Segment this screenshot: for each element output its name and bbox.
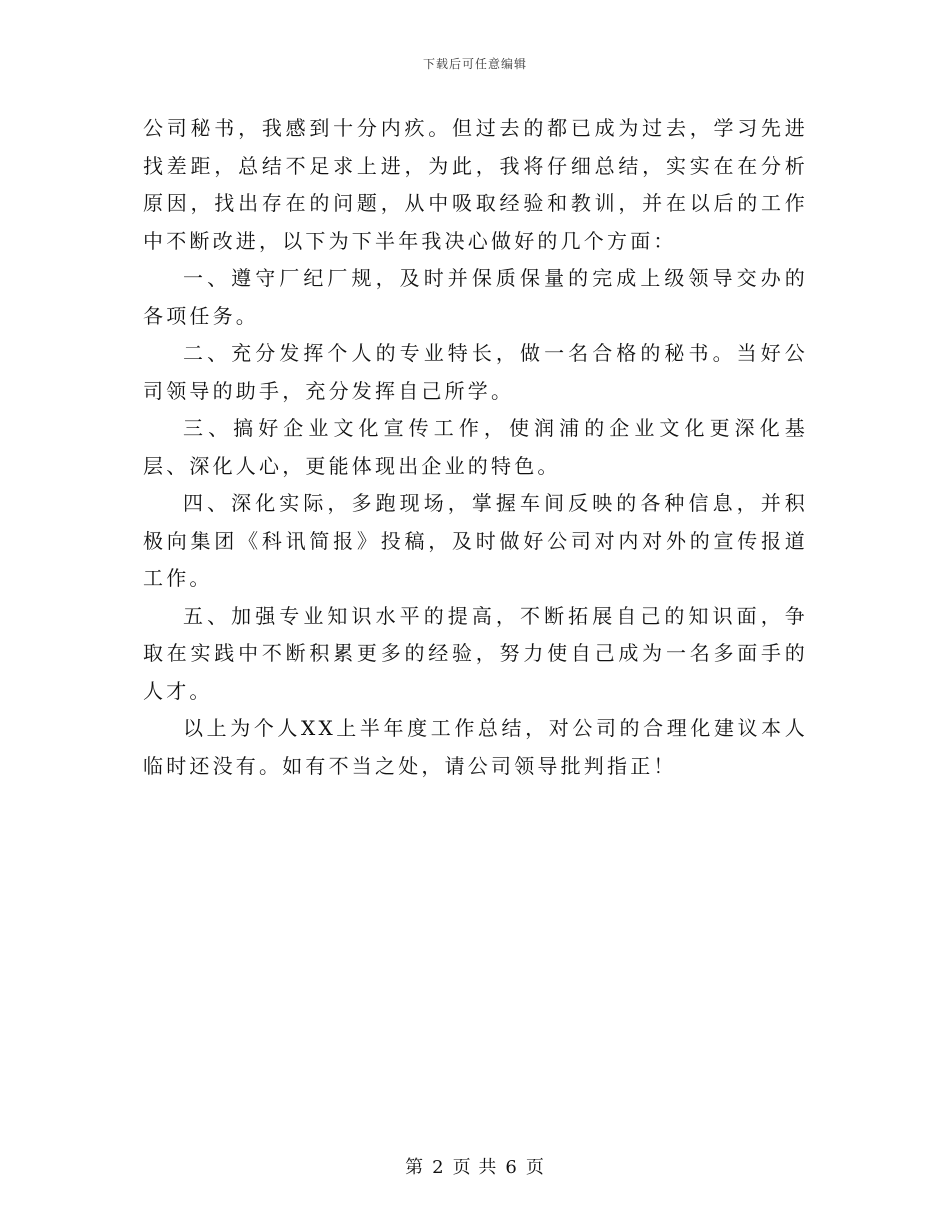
page-number: 2 xyxy=(432,1157,445,1178)
paragraph-item-3: 三、搞好企业文化宣传工作，使润浦的企业文化更深化基层、深化人心，更能体现出企业的特色。 xyxy=(143,416,808,478)
paragraph-item-5: 五、加强专业知识水平的提高，不断拓展自己的知识面，争取在实践中不断积累更多的经验，努力使自己成为一名多面手的人才。 xyxy=(143,603,808,703)
paragraph-item-4: 四、深化实际，多跑现场，掌握车间反映的各种信息，并积极向集团《科讯简报》投稿，及时做好公司对内对外的宣传报道工作。 xyxy=(143,491,808,590)
paragraph-conclusion: 以上为个人XX上半年度工作总结，对公司的合理化建议本人临时还没有。如有不当之处，请公司领导批判指正！ xyxy=(143,716,808,778)
paragraph-item-2: 二、充分发挥个人的专业特长，做一名合格的秘书。当好公司领导的助手，充分发挥自己所学。 xyxy=(143,341,808,403)
page-mid: 页 共 xyxy=(452,1157,498,1178)
page-header: 下载后可任意编辑 xyxy=(422,57,527,71)
page-prefix: 第 xyxy=(405,1157,425,1178)
page-footer xyxy=(0,1153,950,1179)
page-suffix: 页 xyxy=(525,1157,545,1178)
paragraph-item-1: 一、遵守厂纪厂规，及时并保质保量的完成上级领导交办的各项任务。 xyxy=(143,266,808,328)
paragraph-continuation: 公司秘书，我感到十分内疚。但过去的都已成为过去，学习先进找差距，总结不足求上进，为此，我将仔细总结，实实在在分析原因，找出存在的问题，从中吸取经验和教训，并在以后的工作中不断改进，以下为下半年我决心做好的几个方面： xyxy=(143,116,808,253)
page-total: 6 xyxy=(505,1157,518,1178)
document-body xyxy=(143,110,808,785)
